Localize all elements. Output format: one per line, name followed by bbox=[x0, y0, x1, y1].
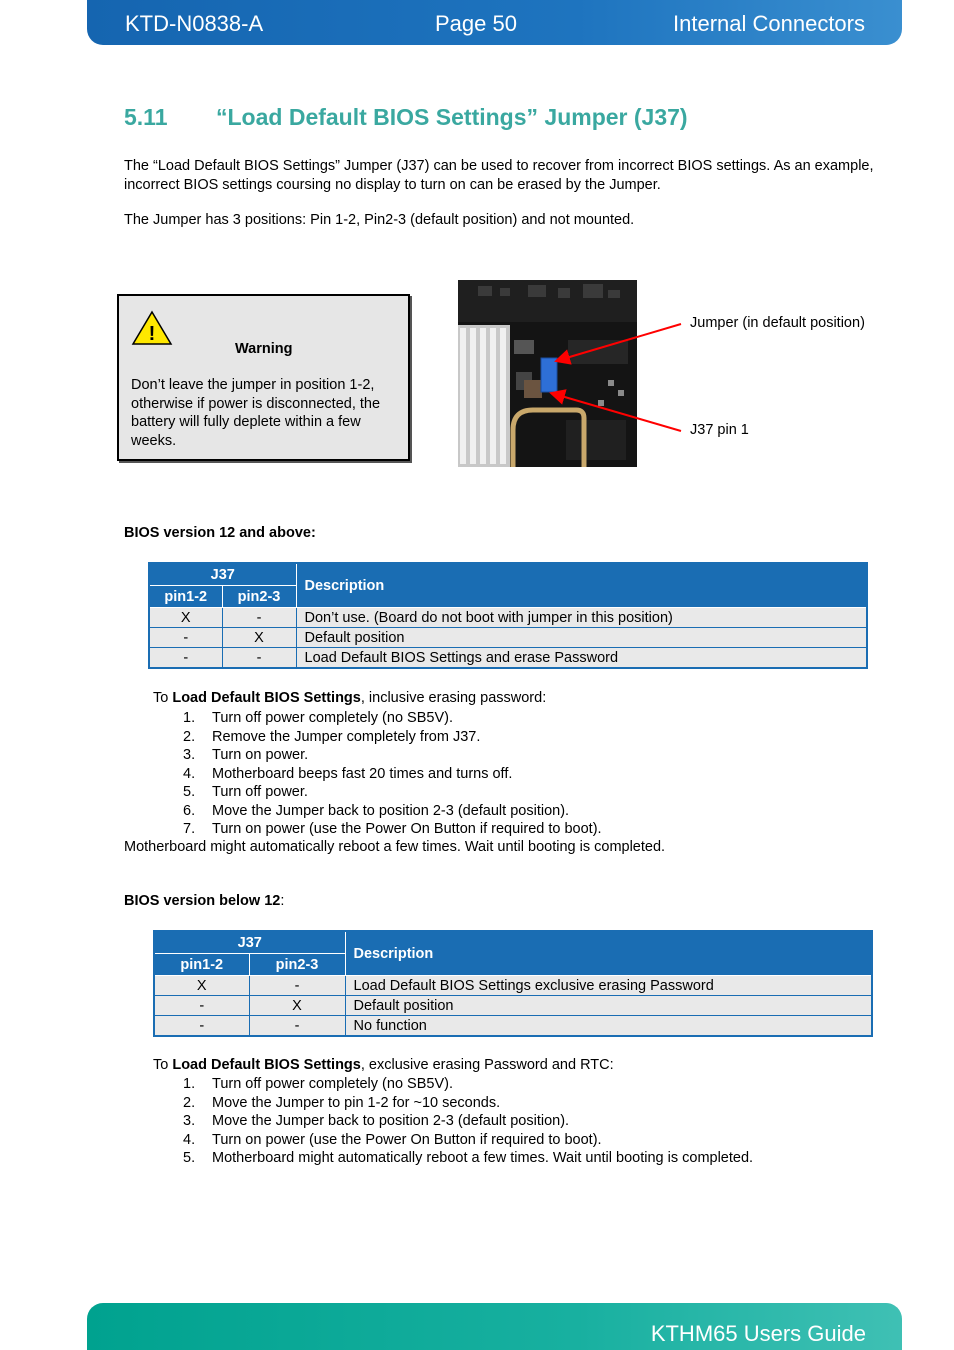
step-text: Turn on power (use the Power On Button if required to boot). bbox=[212, 821, 602, 837]
table-row bbox=[149, 648, 867, 669]
warning-text: Don’t leave the jumper in position 1-2, otherwise if power is disconnected, the battery will fully deplete within a few weeks. bbox=[131, 377, 381, 449]
bios12-procedure-intro bbox=[153, 690, 546, 706]
page-header bbox=[87, 0, 902, 45]
intro-suffix: , exclusive erasing Password and RTC: bbox=[360, 1057, 614, 1073]
list-item bbox=[183, 709, 602, 728]
bios-below12-steps bbox=[183, 1075, 753, 1168]
bios-below12-heading bbox=[124, 893, 284, 909]
bios12-heading: BIOS version 12 and above: bbox=[124, 525, 316, 541]
step-number: 6. bbox=[183, 802, 196, 819]
callout-jumper-label: Jumper (in default position) bbox=[690, 315, 865, 331]
cell-pin23: X bbox=[222, 628, 296, 648]
list-item bbox=[183, 765, 602, 784]
table-col-pin23: pin2-3 bbox=[222, 586, 296, 608]
cell-description: Don’t use. (Board do not boot with jumper in this position) bbox=[296, 608, 867, 628]
step-number: 2. bbox=[183, 1094, 196, 1111]
table-row bbox=[149, 628, 867, 648]
section-number: 5.11 bbox=[124, 104, 168, 130]
list-item bbox=[183, 820, 602, 839]
table-col-pin12: pin1-2 bbox=[149, 586, 222, 608]
step-text: Turn on power (use the Power On Button if required to boot). bbox=[212, 1131, 602, 1148]
cell-pin23: - bbox=[249, 976, 345, 996]
table-row bbox=[154, 1016, 872, 1037]
table-row bbox=[149, 608, 867, 628]
table-group-header: J37 bbox=[154, 931, 345, 954]
intro-suffix: , inclusive erasing password: bbox=[360, 690, 547, 706]
list-item bbox=[183, 1149, 753, 1168]
list-item bbox=[183, 746, 602, 765]
table-row bbox=[154, 996, 872, 1016]
page-number: Page 50 bbox=[435, 11, 517, 36]
cell-pin12: - bbox=[149, 628, 222, 648]
bios-below12-table bbox=[153, 930, 873, 1037]
step-number: 3. bbox=[183, 747, 196, 763]
positions-paragraph: The Jumper has 3 positions: Pin 1-2, Pin2-3 (default position) and not mounted. bbox=[124, 212, 635, 228]
step-text: Move the Jumper to pin 1-2 for ~10 seconds. bbox=[212, 1094, 501, 1111]
bios-below12-procedure-intro bbox=[153, 1057, 614, 1073]
heading-colon: : bbox=[280, 893, 285, 909]
intro-bold: Load Default BIOS Settings bbox=[172, 690, 361, 706]
document-id: KTD-N0838-A bbox=[125, 11, 264, 36]
heading-text: BIOS version below 12 bbox=[124, 893, 281, 909]
cell-pin12: - bbox=[154, 996, 249, 1016]
step-number: 5. bbox=[183, 784, 196, 800]
cell-description: No function bbox=[345, 1016, 872, 1037]
step-text: Turn off power. bbox=[212, 784, 308, 800]
cell-pin23: - bbox=[222, 608, 296, 628]
intro-paragraph: The “Load Default BIOS Settings” Jumper (J37) can be used to recover from incorrect BIOS settings. As an example, incorrect BIOS settings coursing no display to turn on can be erased by the Jumper. bbox=[124, 158, 874, 193]
cell-description: Default position bbox=[345, 996, 872, 1016]
list-item bbox=[183, 1075, 753, 1094]
chapter-title: Internal Connectors bbox=[673, 11, 865, 36]
list-item bbox=[183, 1112, 753, 1131]
step-number: 3. bbox=[183, 1113, 196, 1129]
table-desc-header: Description bbox=[345, 931, 872, 976]
section-title-text: “Load Default BIOS Settings” Jumper (J37) bbox=[216, 104, 688, 130]
step-text: Remove the Jumper completely from J37. bbox=[212, 728, 481, 745]
bios12-table bbox=[148, 562, 868, 669]
cell-description: Load Default BIOS Settings exclusive erasing Password bbox=[345, 976, 872, 996]
warning-icon bbox=[131, 310, 173, 346]
list-item bbox=[183, 728, 602, 747]
callout-pin1-label: J37 pin 1 bbox=[690, 422, 749, 438]
warning-box bbox=[117, 294, 410, 461]
warning-icon-glyph: ! bbox=[148, 323, 156, 345]
cell-pin23: - bbox=[249, 1016, 345, 1037]
cell-description: Default position bbox=[296, 628, 867, 648]
step-number: 7. bbox=[183, 821, 196, 837]
table-row bbox=[154, 976, 872, 996]
step-number: 4. bbox=[183, 765, 196, 782]
step-text: Move the Jumper back to position 2-3 (default position). bbox=[212, 802, 570, 819]
step-number: 5. bbox=[183, 1150, 196, 1166]
step-number: 1. bbox=[183, 1076, 196, 1092]
bios12-steps bbox=[183, 709, 602, 839]
table-desc-header: Description bbox=[296, 563, 867, 608]
cell-pin12: - bbox=[149, 648, 222, 669]
cell-description: Load Default BIOS Settings and erase Password bbox=[296, 648, 867, 669]
cell-pin12: X bbox=[154, 976, 249, 996]
intro-prefix: To bbox=[153, 1057, 173, 1073]
jumper-photo bbox=[458, 280, 637, 467]
bios12-note: Motherboard might automatically reboot a few times. Wait until booting is completed. bbox=[124, 839, 666, 855]
list-item bbox=[183, 1131, 753, 1150]
step-text: Move the Jumper back to position 2-3 (default position). bbox=[212, 1113, 570, 1129]
cell-pin12: X bbox=[149, 608, 222, 628]
warning-title: Warning bbox=[235, 341, 293, 357]
step-text: Turn on power. bbox=[212, 747, 309, 763]
step-text: Motherboard beeps fast 20 times and turns off. bbox=[212, 765, 513, 782]
cell-pin12: - bbox=[154, 1016, 249, 1037]
step-number: 1. bbox=[183, 710, 196, 726]
cell-pin23: X bbox=[249, 996, 345, 1016]
table-group-header: J37 bbox=[149, 563, 296, 586]
step-text: Turn off power completely (no SB5V). bbox=[212, 1076, 453, 1092]
list-item bbox=[183, 1094, 753, 1113]
table-col-pin23: pin2-3 bbox=[249, 954, 345, 976]
step-text: Motherboard might automatically reboot a few times. Wait until booting is completed. bbox=[212, 1150, 754, 1166]
intro-prefix: To bbox=[153, 690, 173, 706]
page-footer bbox=[87, 1303, 902, 1350]
guide-title: KTHM65 Users Guide bbox=[650, 1321, 866, 1346]
step-number: 4. bbox=[183, 1131, 196, 1148]
table-col-pin12: pin1-2 bbox=[154, 954, 249, 976]
step-text: Turn off power completely (no SB5V). bbox=[212, 710, 453, 726]
intro-bold: Load Default BIOS Settings bbox=[172, 1057, 361, 1073]
cell-pin23: - bbox=[222, 648, 296, 669]
list-item bbox=[183, 802, 602, 821]
section-title bbox=[124, 104, 688, 131]
step-number: 2. bbox=[183, 728, 196, 745]
list-item bbox=[183, 783, 602, 802]
